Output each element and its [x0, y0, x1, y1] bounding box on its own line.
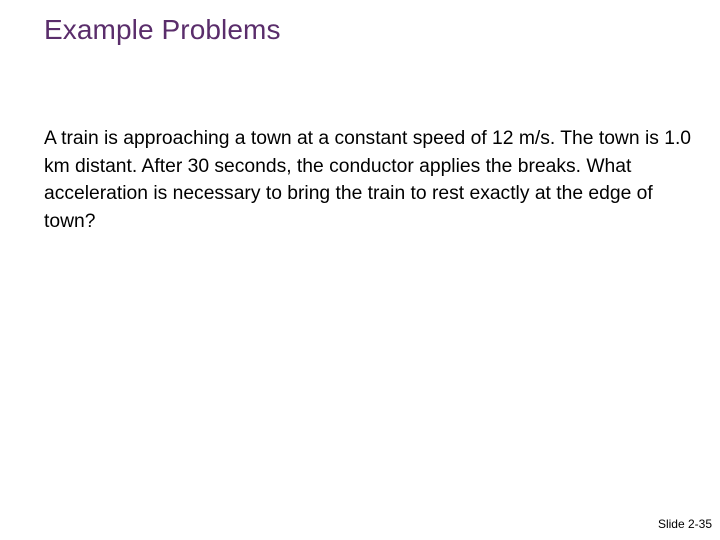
slide-title: Example Problems	[44, 14, 281, 45]
slide-number: Slide 2-35	[657, 517, 712, 531]
problem-text: A train is approaching a town at a constant speed of 12 m/s. The town is 1.0 km distant. After 30 seconds, the conductor applies the breaks. What acceleration is necessary to bring the train to rest exactly at the edge of town?	[44, 128, 692, 232]
